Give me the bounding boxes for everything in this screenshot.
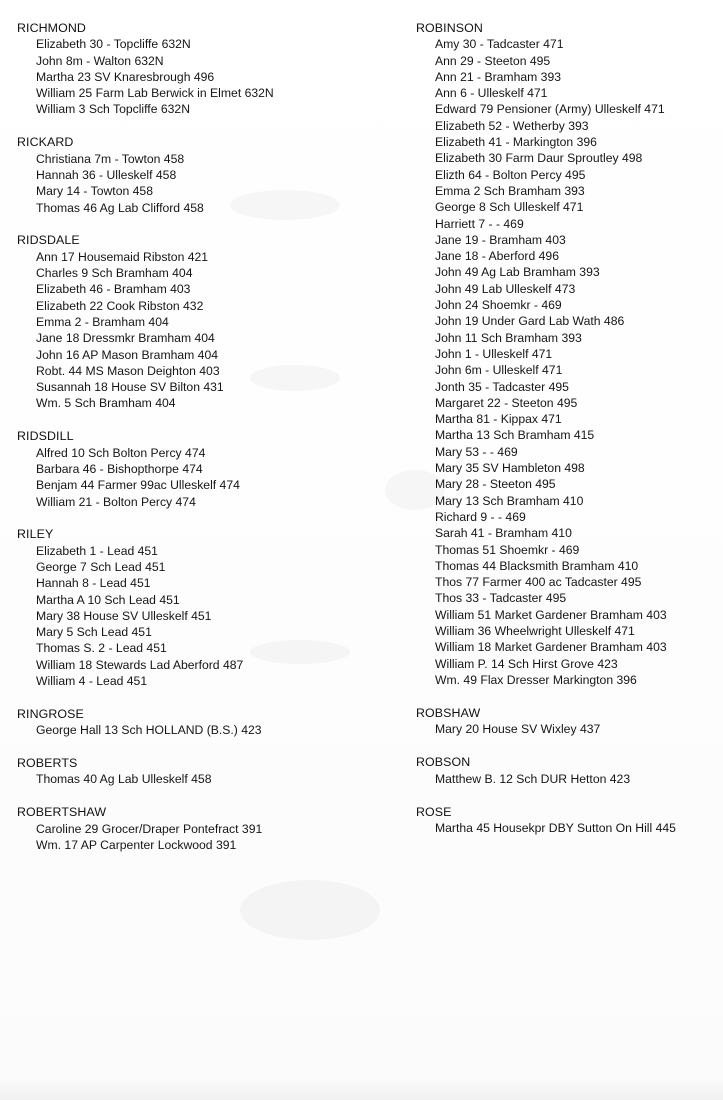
person-entry: Thomas S. 2 - Lead 451 — [36, 641, 167, 656]
person-entry: Richard 9 - - 469 — [435, 509, 526, 524]
person-entry: William 36 Wheelwright Ulleskelf 471 — [435, 623, 635, 638]
person-entry: Thos 77 Farmer 400 ac Tadcaster 495 — [435, 575, 642, 590]
person-entry: John 6m - Ulleskelf 471 — [435, 363, 563, 378]
person-entry: Jane 18 Dressmkr Bramham 404 — [36, 331, 215, 346]
person-entry: William 21 - Bolton Percy 474 — [36, 494, 196, 509]
person-entry: Wm. 5 Sch Bramham 404 — [36, 396, 176, 411]
surname-heading: ROSE — [416, 804, 452, 819]
person-entry: John 49 Ag Lab Bramham 393 — [435, 265, 600, 280]
surname-group — [416, 754, 721, 787]
person-entry: Wm. 49 Flax Dresser Markington 396 — [435, 672, 637, 687]
person-entry: Martha 81 - Kippax 471 — [435, 412, 562, 427]
person-entry: Mary 5 Sch Lead 451 — [36, 625, 152, 640]
person-entry: John 19 Under Gard Lab Wath 486 — [435, 314, 625, 329]
scan-smudge — [240, 880, 380, 940]
person-entry: William 4 - Lead 451 — [36, 674, 148, 689]
person-entry: Edward 79 Pensioner (Army) Ulleskelf 471 — [435, 102, 665, 117]
person-entry: Ann 21 - Bramham 393 — [435, 69, 562, 84]
surname-group — [416, 705, 721, 738]
person-entry: Mary 35 SV Hambleton 498 — [435, 461, 585, 476]
person-entry: William 3 Sch Topcliffe 632N — [36, 102, 190, 117]
person-entry: Elizabeth 1 - Lead 451 — [36, 543, 158, 558]
person-entry: George 7 Sch Lead 451 — [36, 559, 166, 574]
person-entry: Mary 20 House SV Wixley 437 — [435, 722, 601, 737]
person-entry: John 49 Lab Ulleskelf 473 — [435, 281, 576, 296]
person-entry: Mary 28 - Steeton 495 — [435, 477, 556, 492]
person-entry: Elizabeth 22 Cook Ribston 432 — [36, 298, 204, 313]
person-entry: Emma 2 Sch Bramham 393 — [435, 183, 585, 198]
surname-heading: ROBSHAW — [416, 705, 481, 720]
person-entry: Wm. 17 AP Carpenter Lockwood 391 — [36, 837, 237, 852]
person-entry: John 24 Shoemkr - 469 — [435, 298, 562, 313]
person-entry: Elizabeth 41 - Markington 396 — [435, 135, 597, 150]
surname-group — [17, 706, 377, 739]
person-entry: Charles 9 Sch Bramham 404 — [36, 266, 193, 281]
person-entry: William 18 Stewards Lad Aberford 487 — [36, 657, 244, 672]
person-entry: Martha A 10 Sch Lead 451 — [36, 592, 180, 607]
person-entry: Thomas 40 Ag Lab Ulleskelf 458 — [36, 772, 212, 787]
surname-group — [416, 20, 721, 688]
person-entry: Martha 13 Sch Bramham 415 — [435, 428, 595, 443]
person-entry: Jonth 35 - Tadcaster 495 — [435, 379, 569, 394]
person-entry: Sarah 41 - Bramham 410 — [435, 526, 572, 541]
person-entry: Ann 29 - Steeton 495 — [435, 53, 551, 68]
surname-heading: RICKARD — [17, 135, 74, 150]
person-entry: Jane 19 - Bramham 403 — [435, 232, 566, 247]
person-entry: George Hall 13 Sch HOLLAND (B.S.) 423 — [36, 723, 262, 738]
person-entry: Mary 13 Sch Bramham 410 — [435, 493, 584, 508]
surname-group — [17, 232, 377, 411]
surname-group — [416, 804, 721, 837]
person-entry: Martha 23 SV Knaresbrough 496 — [36, 69, 215, 84]
surname-heading: RIDSDILL — [17, 429, 74, 444]
person-entry: Hannah 8 - Lead 451 — [36, 576, 151, 591]
surname-group — [17, 804, 377, 853]
person-entry: Robt. 44 MS Mason Deighton 403 — [36, 363, 220, 378]
person-entry: Susannah 18 House SV Bilton 431 — [36, 380, 224, 395]
surname-heading: ROBSON — [416, 755, 471, 770]
surname-heading: ROBERTS — [17, 756, 78, 771]
person-entry: Hannah 36 - Ulleskelf 458 — [36, 167, 177, 182]
person-entry: William 51 Market Gardener Bramham 403 — [435, 607, 667, 622]
person-entry: Elizabeth 30 - Topcliffe 632N — [36, 37, 191, 52]
person-entry: Mary 38 House SV Ulleskelf 451 — [36, 608, 212, 623]
surname-group — [17, 20, 377, 118]
person-entry: William P. 14 Sch Hirst Grove 423 — [435, 656, 618, 671]
person-entry: Elizabeth 52 - Wetherby 393 — [435, 118, 589, 133]
person-entry: Caroline 29 Grocer/Draper Pontefract 391 — [36, 821, 263, 836]
person-entry: Thomas 44 Blacksmith Bramham 410 — [435, 558, 639, 573]
person-entry: John 11 Sch Bramham 393 — [435, 330, 582, 345]
person-entry: Elizth 64 - Bolton Percy 495 — [435, 167, 586, 182]
person-entry: William 25 Farm Lab Berwick in Elmet 632N — [36, 86, 274, 101]
surname-group — [17, 526, 377, 689]
surname-heading: ROBINSON — [416, 21, 483, 35]
surname-heading: RICHMOND — [17, 21, 86, 35]
person-entry: Ann 17 Housemaid Ribston 421 — [36, 249, 209, 264]
person-entry: Emma 2 - Bramham 404 — [36, 314, 169, 329]
person-entry: Mary 53 - - 469 — [435, 444, 518, 459]
person-entry: Harriett 7 - - 469 — [435, 216, 524, 231]
person-entry: Thomas 51 Shoemkr - 469 — [435, 542, 580, 557]
person-entry: John 16 AP Mason Bramham 404 — [36, 347, 219, 362]
page-bottom-edge — [0, 1078, 723, 1100]
person-entry: Amy 30 - Tadcaster 471 — [435, 37, 564, 52]
surname-group — [17, 755, 377, 788]
person-entry: William 18 Market Gardener Bramham 403 — [435, 640, 667, 655]
left-column — [17, 20, 377, 870]
person-entry: Alfred 10 Sch Bolton Percy 474 — [36, 445, 206, 460]
person-entry: Benjam 44 Farmer 99ac Ulleskelf 474 — [36, 478, 240, 493]
surname-heading: RINGROSE — [17, 706, 84, 721]
person-entry: John 8m - Walton 632N — [36, 53, 164, 68]
person-entry: Jane 18 - Aberford 496 — [435, 249, 559, 264]
surname-heading: RILEY — [17, 527, 54, 542]
person-entry: Mary 14 - Towton 458 — [36, 184, 153, 199]
person-entry: Elizabeth 46 - Bramham 403 — [36, 282, 191, 297]
person-entry: Margaret 22 - Steeton 495 — [435, 395, 578, 410]
person-entry: Ann 6 - Ulleskelf 471 — [435, 86, 548, 101]
person-entry: Christiana 7m - Towton 458 — [36, 151, 185, 166]
person-entry: Elizabeth 30 Farm Daur Sproutley 498 — [435, 151, 643, 166]
person-entry: George 8 Sch Ulleskelf 471 — [435, 200, 584, 215]
right-column — [416, 20, 721, 853]
person-entry: Matthew B. 12 Sch DUR Hetton 423 — [435, 771, 631, 786]
person-entry: Thos 33 - Tadcaster 495 — [435, 591, 567, 606]
surname-group — [17, 428, 377, 509]
person-entry: Thomas 46 Ag Lab Clifford 458 — [36, 200, 204, 215]
person-entry: Martha 45 Housekpr DBY Sutton On Hill 445 — [435, 821, 676, 836]
person-entry: Barbara 46 - Bishopthorpe 474 — [36, 461, 203, 476]
surname-heading: ROBERTSHAW — [17, 805, 107, 820]
person-entry: John 1 - Ulleskelf 471 — [435, 346, 553, 361]
surname-heading: RIDSDALE — [17, 233, 80, 248]
surname-group — [17, 134, 377, 215]
